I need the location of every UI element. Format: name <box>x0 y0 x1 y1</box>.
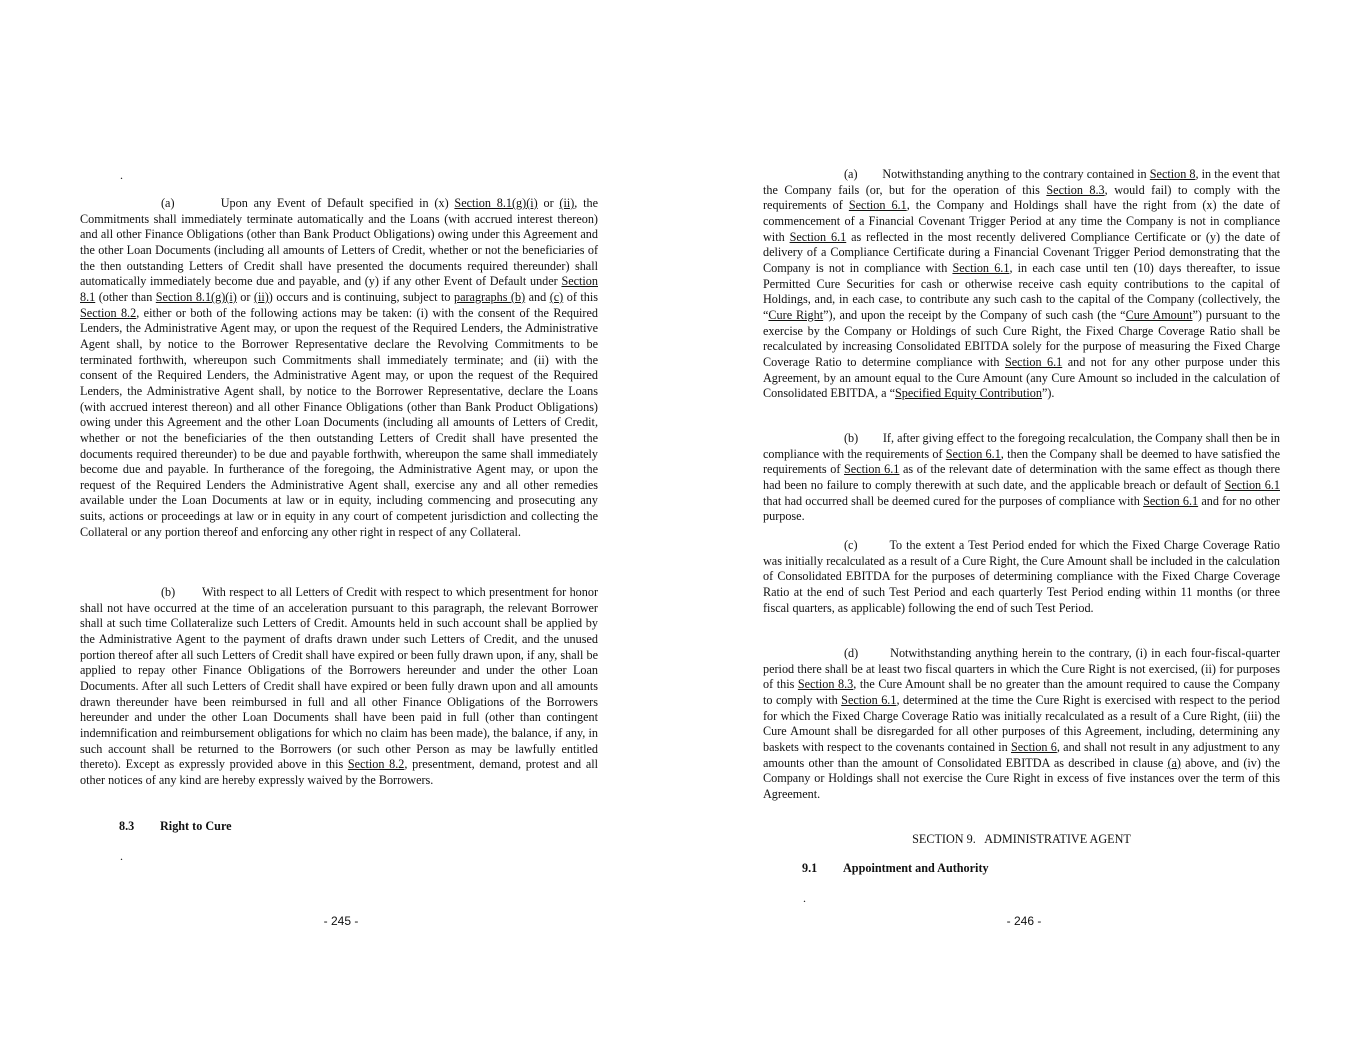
page-245 <box>0 0 682 1055</box>
marker-dot: . <box>120 849 123 863</box>
section-9-title: SECTION 9. ADMINISTRATIVE AGENT <box>912 832 1131 846</box>
section-reference: (a) <box>1167 755 1181 770</box>
section-reference: Section 8.2 <box>347 757 405 772</box>
paragraph-a: (a) Notwithstanding anything to the contrary contained in Section 8, in the event that the Company fails (or, but for the operation of this Section 8.3, would fail) to comply with the requirements of Section 6.1, the Company and Holdings shall have the right from (x) the date of commencement of a Financial Covenant Trigger Period at any time the Company is not in compliance with Section 6.1 as reflected in the most recently delivered Compliance Certificate or (y) the date of delivery of a Compliance Certificate during a Financial Covenant Trigger Period demonstrating that the Company is not in compliance with Section 6.1, in each case until ten (10) days thereafter, to issue Permitted Cure Securities for cash or otherwise receive cash equity contributions to the capital of Holdings, and, in each case, to contribute any such cash to the capital of the Company (collectively, the “Cure Right”), and upon the receipt by the Company of such cash (the “Cure Amount”) pursuant to the exercise by the Company or Holdings of such Cure Right, the Fixed Charge Coverage Ratio shall be recalculated by increasing Consolidated EBITDA solely for the purpose of measuring the Fixed Charge Coverage Ratio to determine compliance with Section 6.1 and not for any other purpose under this Agreement, by an amount equal to the Cure Amount (any Cure Amount so included in the calculation of Consolidated EBITDA, a “Specified Equity Contribution”). <box>763 167 1281 401</box>
section-reference: Section 8.1(g)(i) <box>454 196 538 210</box>
section-reference: (c) <box>549 289 564 304</box>
section-reference: Section 8.1(g)(i) <box>155 289 237 304</box>
marker-dot: . <box>120 168 123 182</box>
section-reference: (ii) <box>559 196 575 210</box>
section-reference: Section 8.3 <box>1046 182 1105 197</box>
section-reference: Section 6.1 <box>945 446 1001 461</box>
paragraph-d: (d) Notwithstanding anything herein to the contrary, (i) in each four-fiscal-quarter period there shall be at least two fiscal quarters in which the Cure Right is not exercised, (ii) for purposes of this Section 8.3, the Cure Amount shall be no greater than the amount required to cause the Company to comply with Section 6.1, determined at the time the Cure Right is exercised with respect to the period for which the Fixed Charge Coverage Ratio was initially recalculated as a result of a Cure Right, (iii) the Cure Amount shall be disregarded for all other purposes of this Agreement, including, determining any baskets with respect to the covenants contained in Section 6, and shall not result in any adjustment to any amounts other than the amount of Consolidated EBITDA as described in clause (a) above, and (iv) the Company or Holdings shall not exercise the Cure Right in excess of five instances over the term of this Agreement. <box>763 646 1281 801</box>
paragraph-label: (c) <box>844 538 858 552</box>
paragraph-c: (c) To the extent a Test Period ended for which the Fixed Charge Coverage Ratio was initially recalculated as a result of a Cure Right, the Cure Amount shall be included in the calculation of Consolidated EBITDA for the purposes of determining compliance with the Fixed Charge Coverage Ratio at the end of such Test Period and each quarterly Test Period ending within 11 months (or three fiscal quarters, as applicable) following the end of such Test Period. <box>763 538 1280 615</box>
paragraph-b: (b) If, after giving effect to the foregoing recalculation, the Company shall then be in compliance with the requirements of Section 6.1, then the Company shall be deemed to have satisfied the requirements of Section 6.1 as of the relevant date of determination with the same effect as though there had been no failure to comply therewith at such date, and the applicable breach or default of Section 6.1 that had occurred shall be deemed cured for the purposes of compliance with Section 6.1 and for no other purpose. <box>763 431 1280 524</box>
section-reference: Section 6 <box>1010 739 1057 754</box>
section-reference: Section 8.1 <box>80 274 598 304</box>
paragraph-label: (d) <box>844 646 859 660</box>
section-reference: Section 8.2 <box>80 305 137 320</box>
marker-dot: . <box>803 891 806 905</box>
section-reference: (ii) <box>253 289 269 304</box>
section-reference: Section 8.3 <box>797 677 854 692</box>
defined-term: Cure Right <box>768 307 824 322</box>
section-reference: Section 6.1 <box>952 260 1010 275</box>
heading-9-1: 9.1 Appointment and Authority <box>802 861 989 875</box>
section-reference: Section 6.1 <box>789 229 847 244</box>
paragraph-label: (a) <box>161 196 175 210</box>
page-246 <box>683 0 1365 1055</box>
paragraph-b: (b) With respect to all Letters of Credit with respect to which presentment for honor shall not have occurred at the time of an acceleration pursuant to this paragraph, the relevant Borrower shall at such time Collateralize such Letters of Credit. Amounts held in such account shall be applied by the Administrative Agent to the payment of drafts drawn under such Letters of Credit, and the unused portion thereof after all such Letters of Credit shall have expired or been fully drawn upon, if any, shall be applied to repay other Finance Obligations of the Borrowers hereunder and under the other Loan Documents. After all such Letters of Credit shall have expired or been fully drawn upon and all amounts drawn thereunder have been reimbursed in full and all other Finance Obligations of the Borrowers hereunder and under the other Loan Documents shall have been paid in full (other than contingent indemnification and reimbursement obligations for which no claim has been made), the balance, if any, in such account shall be returned to the Borrowers (or such other Person as may be lawfully entitled thereto). Except as expressly provided above in this Section 8.2, presentment, demand, protest and all other notices of any kind are hereby expressly waived by the Borrowers. <box>80 585 599 787</box>
section-reference: Section 6.1 <box>1143 493 1199 508</box>
section-reference: Section 8 <box>1149 167 1196 181</box>
defined-term: Cure Amount <box>1125 307 1193 322</box>
paragraph-a: (a) Upon any Event of Default specified in (x) Section 8.1(g)(i) or (ii), the Commitments shall immediately terminate automatically and the Loans (with accrued interest thereon) and all other Finance Obligations (other than Bank Product Obligations) owing under this Agreement and the other Loan Documents (including all amounts of Letters of Credit, whether or not the beneficiaries of the then outstanding Letters of Credit shall have presented the documents required thereunder) shall automatically immediately become due and payable, and (y) if any other Event of Default under Section 8.1 (other than Section 8.1(g)(i) or (ii)) occurs and is continuing, subject to paragraphs (b) and (c) of this Section 8.2, either or both of the following actions may be taken: (i) with the consent of the Required Lenders, the Administrative Agent may, or upon the request of the Required Lenders, the Administrative Agent shall, by notice to the Borrower Representative declare the Revolving Commitments to be terminated forthwith, whereupon such Commitments shall immediately terminate; and (ii) with the consent of the Required Lenders, the Administrative Agent may, or upon the request of the Required Lenders, the Administrative Agent shall, by notice to the Borrower Representative, declare the Loans (with accrued interest thereon) and all other Finance Obligations (other than Bank Product Obligations) owing under this Agreement and the other Loan Documents (including all amounts of Letters of Credit, whether or not the beneficiaries of the then outstanding Letters of Credit shall have presented the documents required thereunder) to be due and payable forthwith, whereupon the same shall immediately become due and payable. In furtherance of the foregoing, the Administrative Agent may, or upon the request of the Required Lenders the Administrative Agent shall, exercise any and all other remedies available under the Loan Documents at law or in equity, including commencing and prosecuting any suits, actions or proceedings at law or in equity in any court of competent jurisdiction and collecting the Collateral or any portion thereof and enforcing any other right in respect of any Collateral. <box>80 196 599 539</box>
defined-term: Specified Equity Contribution <box>895 386 1042 401</box>
paragraph-label: (a) <box>844 167 858 181</box>
section-reference: Section 6.1 <box>1224 477 1280 492</box>
paragraph-label: (b) <box>844 431 859 445</box>
section-reference: Section 6.1 <box>848 198 907 213</box>
section-reference: Section 6.1 <box>841 692 897 707</box>
section-reference: Section 6.1 <box>844 462 900 477</box>
section-reference: paragraphs (b) <box>453 289 526 304</box>
paragraph-label: (b) <box>161 585 176 599</box>
page-number: - 245 - <box>323 914 359 928</box>
page-number: - 246 - <box>1006 914 1042 928</box>
heading-8-3: 8.3 Right to Cure <box>119 819 232 833</box>
section-reference: Section 6.1 <box>1004 354 1063 369</box>
